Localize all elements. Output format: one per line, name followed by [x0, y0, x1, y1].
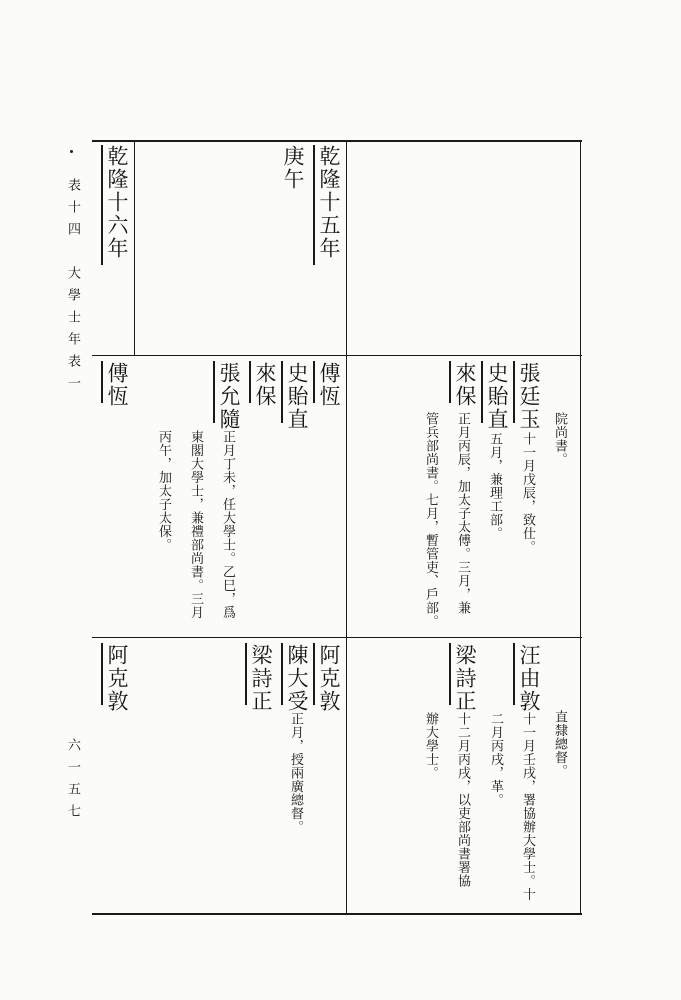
year-qianlong15: 乾隆十五年 [317, 145, 341, 260]
row-divider-1 [92, 355, 582, 356]
official-name: 陳大受 [285, 644, 309, 713]
year-bar [101, 145, 103, 265]
official-note: 東閣大學士，兼禮部尚書。三月 [188, 430, 203, 619]
table-title: 表十四 大學士年表一 [65, 178, 80, 398]
official-note: 五月，兼理工部。 [487, 432, 502, 540]
official-name: 來保 [453, 362, 477, 408]
name-bar [481, 361, 483, 423]
name-bar [249, 361, 251, 403]
column-divider-1 [134, 141, 135, 355]
official-name: 梁詩正 [453, 644, 477, 713]
year-ganzhi: 庚午 [281, 145, 305, 191]
official-note: 正月丙辰，加太子太傅。三月，兼 [455, 412, 470, 615]
official-name: 史貽直 [285, 362, 309, 431]
column-divider-2 [346, 141, 347, 913]
official-name: 傅恆 [105, 362, 129, 408]
official-note: 十一月壬戌，署協辦大學士。十 [520, 712, 535, 901]
official-note: 正月丁未，任大學士。乙巳，爲 [220, 430, 235, 619]
top-rule [92, 140, 582, 142]
name-bar [213, 361, 215, 423]
name-bar [245, 643, 247, 705]
name-bar [313, 643, 315, 705]
official-note: 正月，授兩廣總督。 [288, 712, 303, 834]
official-name: 梁詩正 [249, 644, 273, 713]
official-name: 來保 [253, 362, 277, 408]
row-divider-2 [92, 637, 582, 638]
official-note: 辦大學士。 [423, 712, 438, 780]
official-name: 張允隨 [217, 362, 241, 431]
official-note: 十二月丙戌，以吏部尚書署協 [455, 712, 470, 888]
official-note: 二月丙戌，革。 [488, 712, 503, 807]
official-name: 史貽直 [485, 362, 509, 431]
name-bar [449, 643, 451, 705]
name-bar [513, 361, 515, 423]
name-bar [313, 361, 315, 403]
official-note: 管兵部尚書。七月，暫管吏、戶部。 [423, 412, 438, 628]
official-name: 阿克敦 [317, 644, 341, 713]
official-name: 傅恆 [317, 362, 341, 408]
name-bar [101, 361, 103, 403]
page-number: 六一五七 [65, 738, 80, 826]
top-note: 院尚書。 [552, 412, 567, 466]
name-bar [513, 643, 515, 705]
official-note: 十一月戊辰，致仕。 [520, 432, 535, 554]
name-bar [449, 361, 451, 403]
name-bar [281, 643, 283, 705]
name-bar [281, 361, 283, 423]
bottom-rule [92, 913, 582, 915]
name-bar [101, 643, 103, 705]
right-rule [580, 141, 581, 913]
official-name: 張廷玉 [517, 362, 541, 431]
top-note: 直隸總督。 [552, 710, 567, 778]
official-name: 汪由敦 [517, 644, 541, 713]
official-name: 阿克敦 [105, 644, 129, 713]
year-qianlong16: 乾隆十六年 [105, 145, 129, 260]
year-bar [313, 145, 315, 265]
official-note: 丙午，加太子太保。 [156, 430, 171, 552]
margin-dot [70, 150, 73, 153]
